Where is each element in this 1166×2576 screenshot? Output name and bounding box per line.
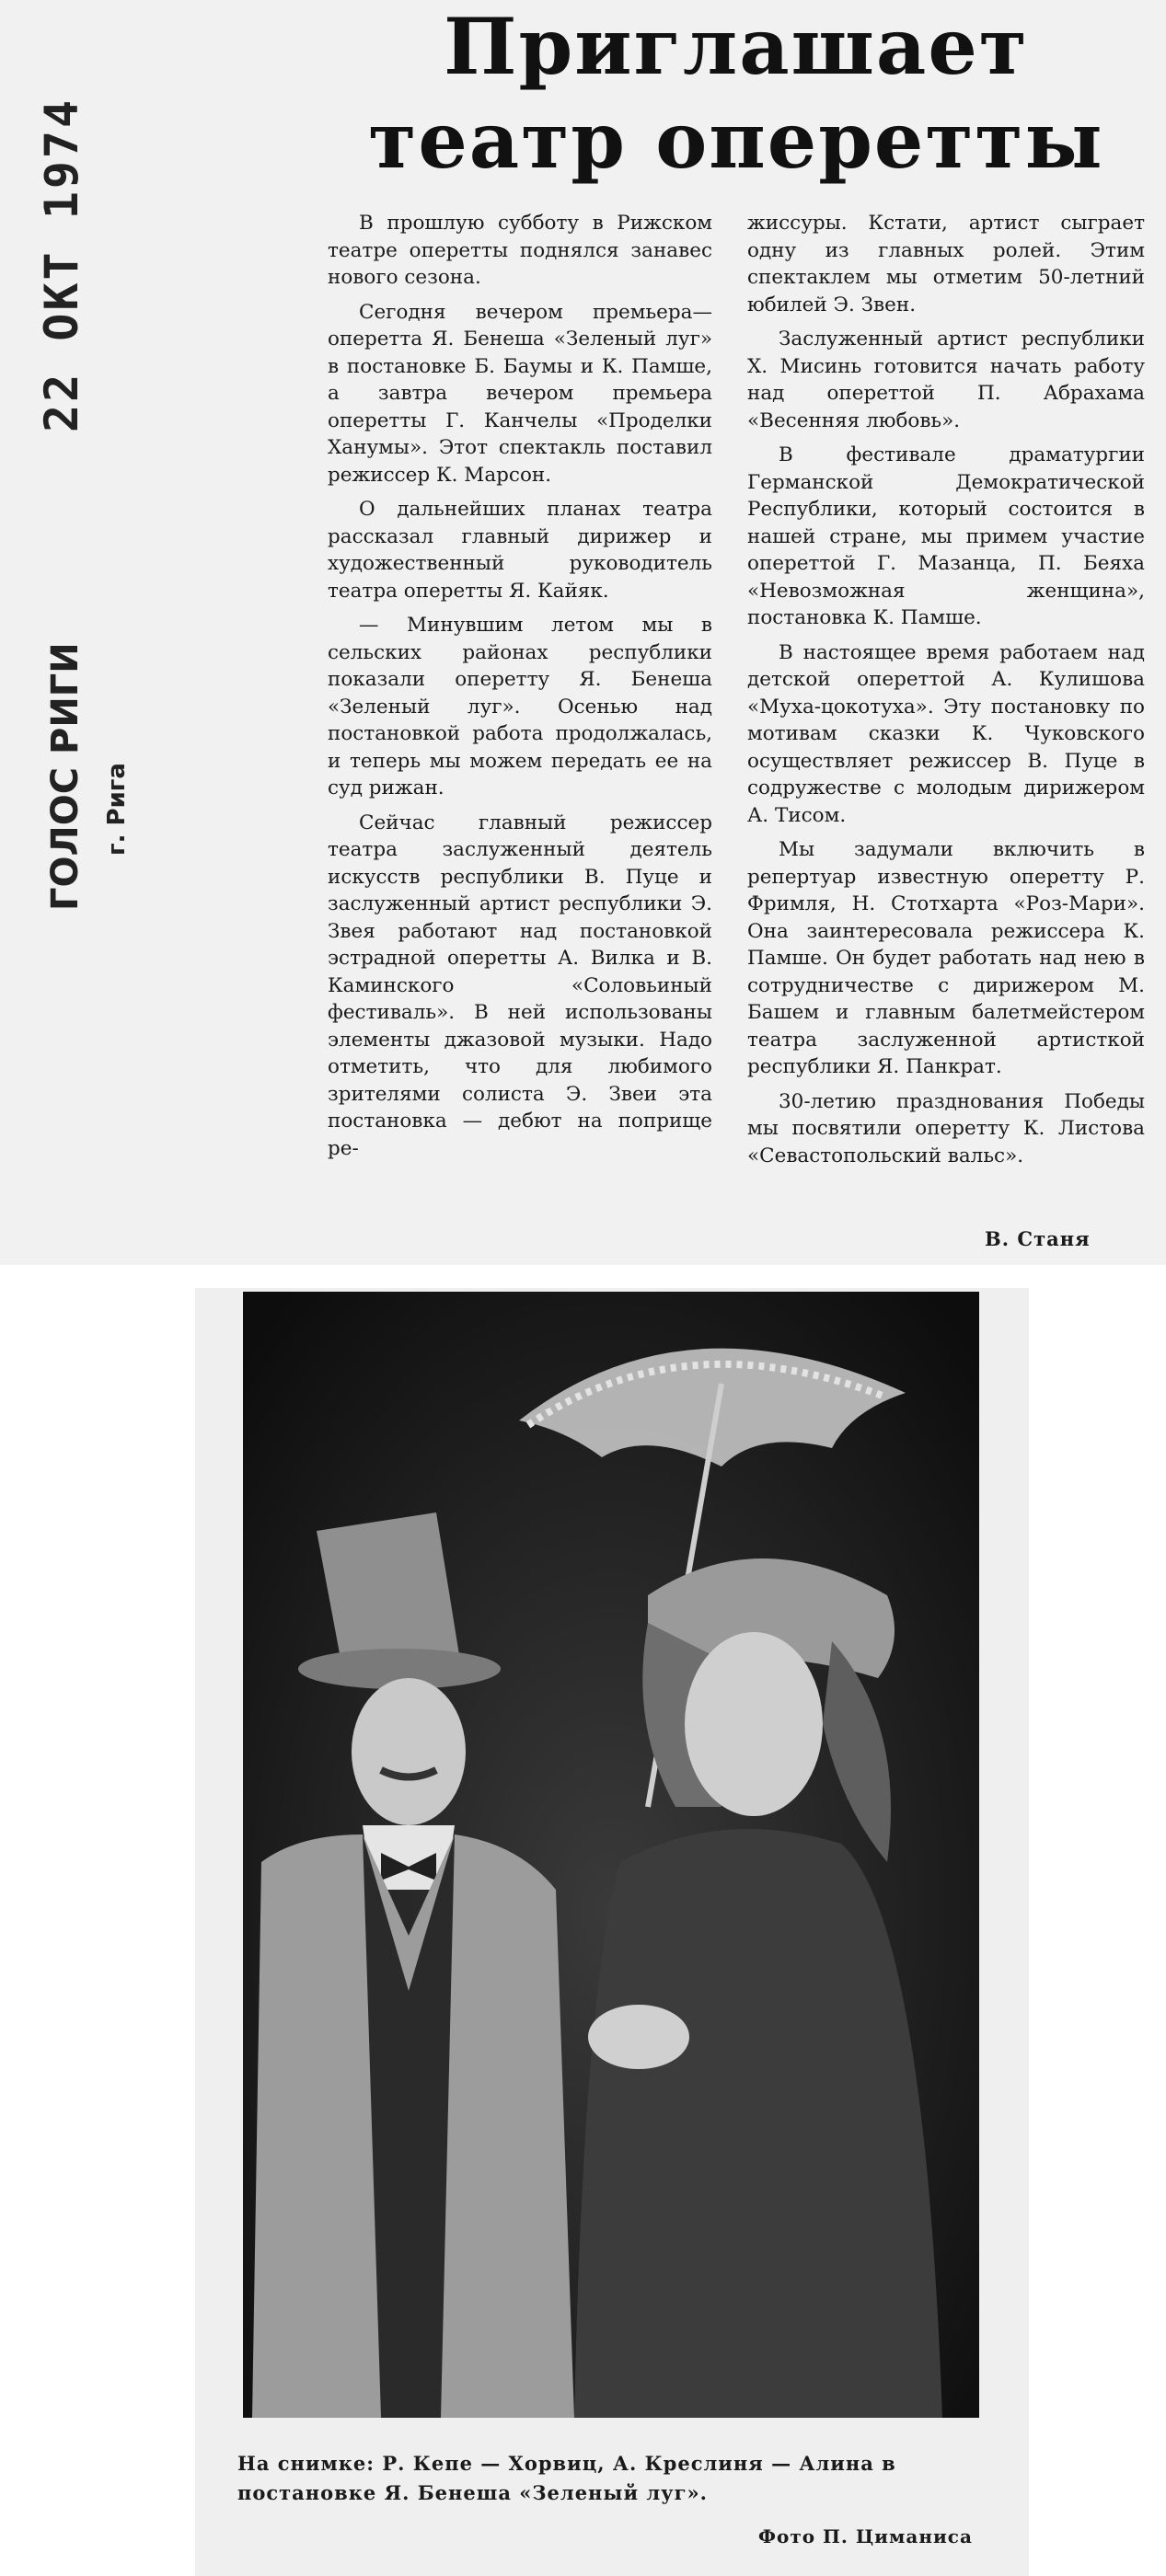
stage-photo (243, 1292, 979, 2418)
article-paragraph: Сейчас главный режиссер театра заслуженный деятель искусств республики В. Пуце и заслуженный артист республики Э. Звея работают над постановкой эстрадной оперетты А. Вилка и В. Каминского «Соловьиный фестиваль». В ней использованы элементы джазовой музыки. Надо отметить, что для любимого зрителями солиста Э. Звеи эта постановка — дебют на поприще ре- (328, 811, 712, 1160)
article-paragraph: В фестивале драматургии Германской Демократической Республики, который состоится в нашей стране, мы примем участие опереттой Г. Мазанца, П. Беяха «Невозможная женщина», постановка К. Памше. (747, 443, 1145, 629)
date-stamp: 22 ОКТ 1974 (35, 97, 88, 432)
article-paragraph: Заслуженный артист республики Х. Мисинь готовится начать работу над опереттой П. Абрахама «Весенняя любовь». (747, 328, 1145, 432)
newspaper-clipping-photo (195, 1288, 1029, 2576)
article-headline: Приглашает театр оперетты (368, 1, 1104, 186)
photo-credit: Фото П. Циманиса (758, 2525, 973, 2547)
article-paragraph: В настоящее время работаем над детской опереттой А. Кулишова «Муха-цокотуха». Эту постановку по мотивам сказки К. Чуковского осуществляет режиссер В. Пуце в содружестве с молодым дирижером А. Тисом. (747, 640, 1145, 827)
photo-caption: На снимке: Р. Кепе — Хорвиц, А. Креслиня — Алина в постановке Я. Бенеша «Зеленый луг». (237, 2452, 896, 2504)
article-byline: В. Станя (985, 1227, 1091, 1250)
article-paragraph: Мы задумали включить в репертуар известную оперетту Р. Фримля, Н. Стотхарта «Роз-Мари». Она заинтересовала режиссера К. Памше. Он будет работать над нею в сотрудничестве с дирижером М. Башем и главным балетмейстером театра заслуженной артисткой республики Я. Панкрат. (747, 838, 1145, 1078)
newspaper-name-stamp: ГОЛОС РИГИ (44, 642, 87, 911)
stage-photo-illustration (243, 1292, 979, 2418)
newspaper-clipping-article (0, 0, 1166, 1265)
article-paragraph: Сегодня вечером премьера— оперетта Я. Бенеша «Зеленый луг» в постановке Б. Баумы и К. Памше, а завтра вечером премьера оперетты Г. Канчелы «Проделки Ханумы». Этот спектакль поставил режиссер К. Марсон. (328, 300, 712, 487)
article-paragraph: 30-летию празднования Победы мы посвятили оперетту К. Листова «Севастопольский вальс». (747, 1089, 1145, 1167)
article-column-left (328, 210, 712, 1169)
city-stamp: г. Рига (103, 763, 131, 856)
article-paragraph: О дальнейших планах театра рассказал главный дирижер и художественный руководитель театра оперетты Я. Кайяк. (328, 498, 712, 603)
article-paragraph: В прошлую субботу в Рижском театре оперетты поднялся занавес нового сезона. (328, 212, 712, 289)
article-paragraph: жиссуры. Кстати, артист сыграет одну из главных ролей. Этим спектаклем мы отметим 50-летний юбилей Э. Звен. (747, 212, 1145, 316)
article-paragraph: — Минувшим летом мы в сельских районах республики показали оперетту Я. Бенеша «Зеленый луг». Осенью над постановкой работа продолжалась, и теперь мы можем передать ее на суд рижан. (328, 614, 712, 799)
article-column-right (747, 210, 1145, 1177)
